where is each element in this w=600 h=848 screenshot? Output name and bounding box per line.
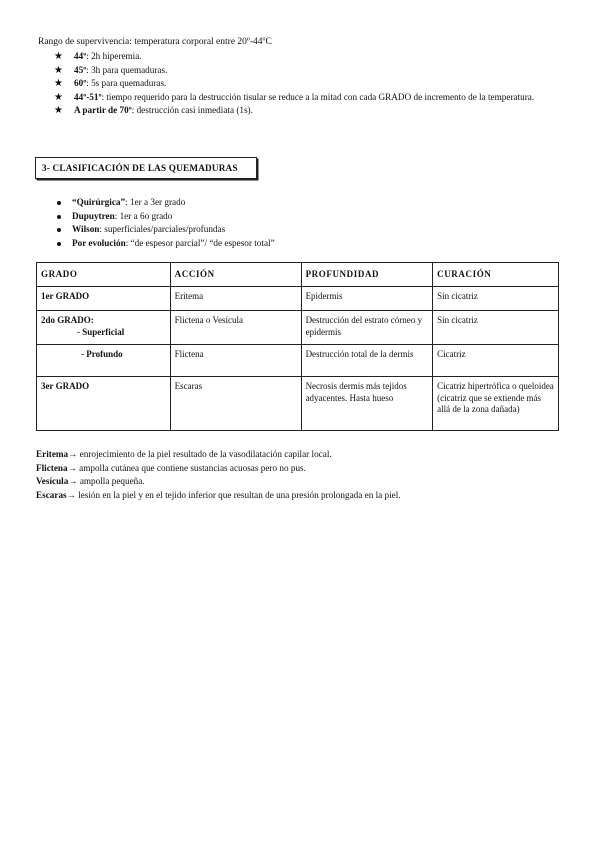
star-icon: ★ (54, 51, 63, 62)
cell-profundidad: Destrucción total de la dermis (301, 345, 433, 377)
star-icon: ★ (54, 64, 63, 76)
definition-term: Escaras (36, 490, 67, 501)
cell-accion: Flictena (170, 345, 301, 377)
table-row (37, 377, 559, 431)
table-header-row (37, 263, 559, 287)
cell-curacion: Sin cicatriz (433, 287, 559, 311)
table-row (37, 287, 559, 311)
bullet-icon (57, 215, 61, 219)
list-item-term: A partir de 70º (74, 105, 132, 116)
cell-grado: 3er GRADO (37, 377, 171, 431)
header-curacion: CURACIÓN (433, 263, 559, 287)
list-item-text: : “de espesor parcial”/ “de espesor total” (125, 237, 275, 248)
burn-grades-table (36, 262, 559, 431)
table-row (37, 311, 559, 345)
list-item-text: : 1er a 3er grado (125, 197, 186, 207)
list-item (54, 77, 544, 91)
temperature-list (54, 50, 544, 118)
list-item-term: “Quirúrgica” (72, 197, 126, 207)
list-item-term: Wilson (72, 224, 100, 235)
header-grado: GRADO (37, 263, 171, 287)
cell-grado: 1er GRADO (37, 287, 171, 311)
list-item-text: : destrucción casi inmediata (1s). (131, 105, 253, 116)
list-item-text: : 3h para quemaduras. (86, 64, 168, 75)
definition-term: Eritema (36, 449, 69, 459)
list-item-term: Dupuytren (72, 210, 115, 221)
star-icon: ★ (54, 105, 63, 117)
list-item-text: : 5s para quemaduras. (86, 78, 167, 89)
header-profundidad: PROFUNDIDAD (301, 263, 433, 287)
list-item (54, 196, 275, 210)
definition-term: Flictena (36, 462, 68, 473)
list-item (54, 50, 544, 64)
definition-item (36, 489, 401, 503)
definition-item (36, 462, 401, 476)
list-item-text: : 1er a 6o grado (114, 210, 173, 221)
cell-accion: Eritema (170, 287, 301, 311)
definition-text: enrojecimiento de la piel resultado de la vasodilatación capilar local. (77, 449, 332, 459)
list-item-term: 60º (74, 78, 87, 89)
list-item (54, 64, 544, 78)
list-item (54, 91, 544, 105)
definition-text: lesión en la piel y en el tejido inferior que resultan de una presión prolongada en la piel. (75, 490, 401, 501)
arrow-icon: → (67, 462, 77, 473)
cell-curacion: Sin cicatriz (433, 311, 559, 345)
definition-text: ampolla cutánea que contiene sustancias acuosas pero no pus. (76, 462, 306, 473)
definition-text: ampolla pequeña. (77, 476, 145, 487)
classification-list (54, 196, 275, 250)
definition-item (36, 448, 401, 462)
cell-grado-main: 2do GRADO: (41, 315, 94, 325)
cell-accion: Escaras (170, 377, 301, 431)
list-item-term: Por evolución (72, 237, 126, 248)
list-item-text: : 2h hiperemia. (86, 51, 142, 61)
definition-item (36, 475, 401, 489)
star-icon: ★ (54, 91, 63, 103)
cell-profundidad: Destrucción del estrato córneo y epidermis (301, 311, 433, 345)
table-row (37, 345, 559, 377)
arrow-icon: → (66, 490, 76, 501)
definition-term: Vesícula (36, 476, 69, 487)
cell-grado-sub: - Superficial (77, 326, 125, 337)
bullet-icon (57, 228, 61, 232)
arrow-icon: → (68, 476, 78, 487)
cell-curacion: Cicatriz (433, 345, 559, 377)
arrow-icon: → (68, 449, 78, 459)
list-item (54, 210, 275, 224)
cell-profundidad: Epidermis (301, 287, 433, 311)
cell-curacion: Cicatriz hipertrófica o queloidea (cicatriz que se extiende más allá de la zona dañada) (433, 377, 559, 431)
survival-range-text: Rango de supervivencia: temperatura corporal entre 20º-44ºC (38, 37, 272, 47)
bullet-icon (57, 201, 61, 205)
list-item-term: 44º (74, 51, 87, 61)
cell-profundidad: Necrosis dermis más tejidos adyacentes. Hasta hueso (301, 377, 433, 431)
list-item (54, 104, 544, 118)
cell-grado (37, 311, 171, 345)
bullet-icon (57, 242, 61, 246)
header-accion: ACCIÓN (170, 263, 301, 287)
section-title: 3- CLASIFICACIÓN DE LAS QUEMADURAS (35, 157, 257, 179)
list-item-text: : superficiales/parciales/profundas (99, 224, 226, 235)
cell-grado-sub: - Profundo (81, 349, 123, 359)
list-item (54, 223, 275, 237)
definitions-list (36, 448, 401, 503)
list-item (54, 237, 275, 251)
star-icon: ★ (54, 78, 63, 90)
list-item-text: : tiempo requerido para la destrucción tisular se reduce a la mitad con cada GRADO de incremento de la temperatura. (101, 91, 535, 102)
cell-grado (37, 345, 171, 377)
list-item-term: 45º (74, 64, 87, 75)
list-item-term: 44º-51º (74, 91, 102, 102)
cell-accion: Flictena o Vesícula (170, 311, 301, 345)
